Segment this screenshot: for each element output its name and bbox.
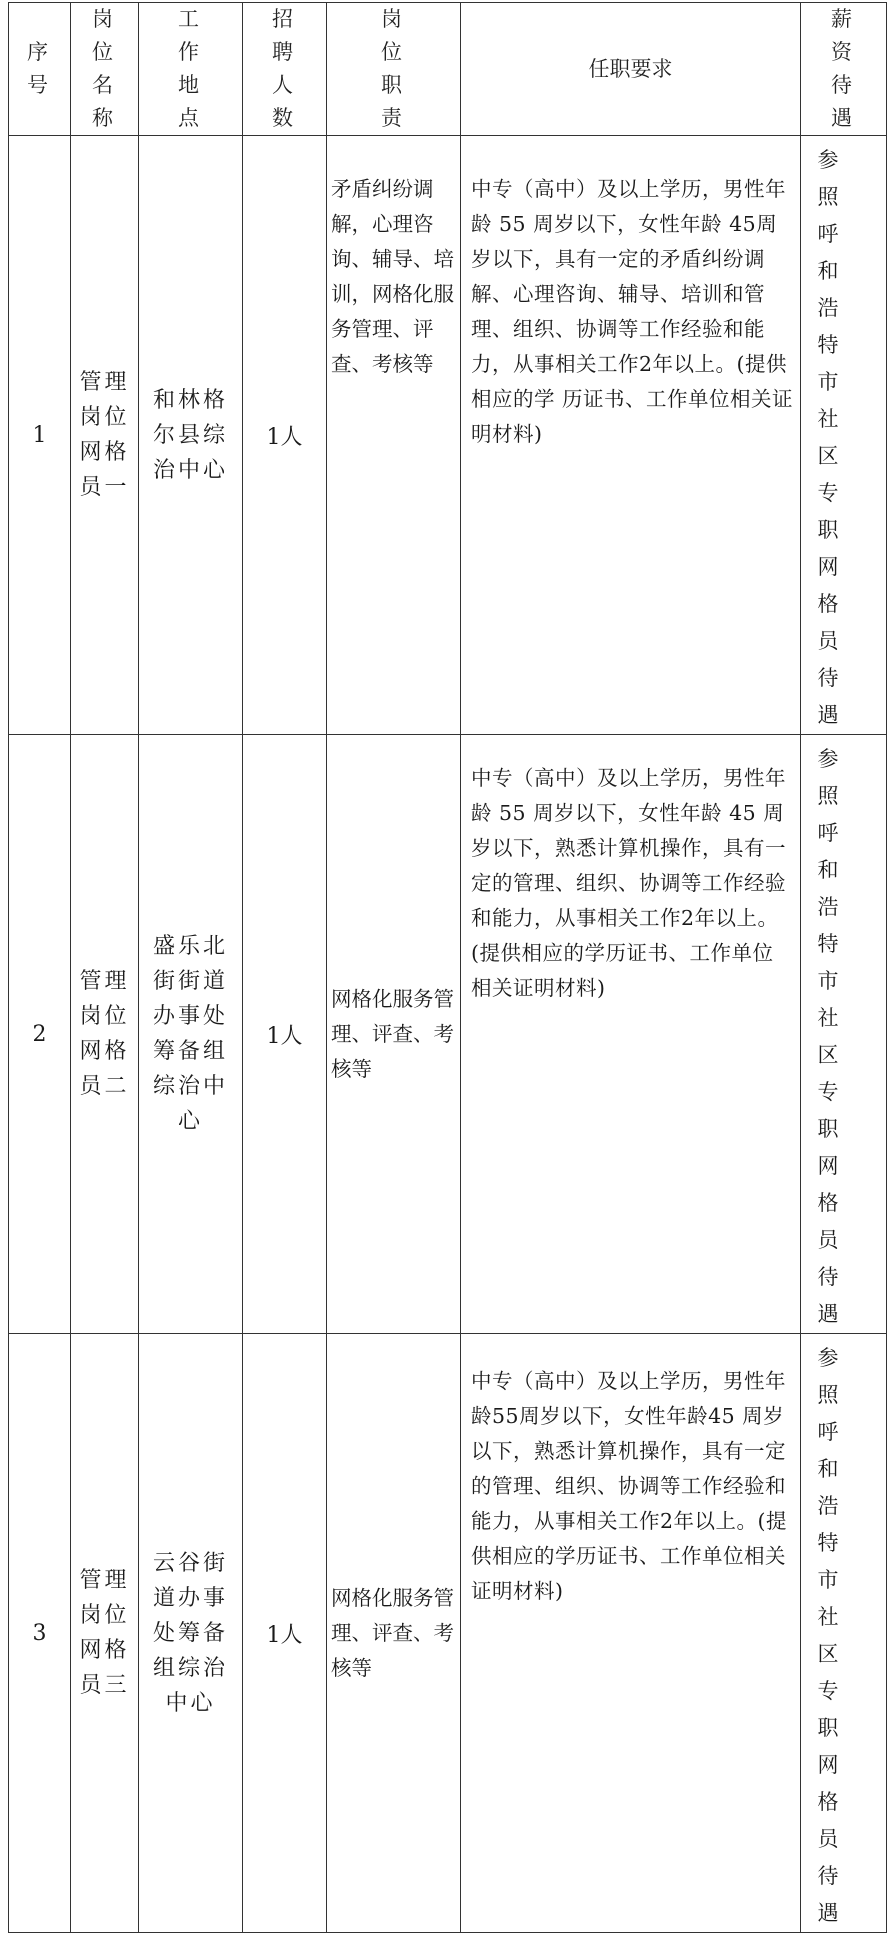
row-location: 和林格尔县综治中心 [139, 136, 243, 735]
header-row [9, 3, 887, 136]
row-pay: 参照呼和浩特市社区专职网格员待遇 [801, 735, 887, 1334]
row-location: 盛乐北街街道办事处筹备组综治中心 [139, 735, 243, 1334]
row-name: 管理岗位网格员一 [71, 136, 139, 735]
header-no: 序号 [9, 3, 71, 136]
recruitment-table [8, 2, 887, 1933]
header-name: 岗位名称 [71, 3, 139, 136]
row-name: 管理岗位网格员二 [71, 735, 139, 1334]
header-count: 招聘人数 [243, 3, 327, 136]
row-location: 云谷街道办事处筹备组综治中心 [139, 1334, 243, 1933]
row-no: 1 [9, 136, 71, 735]
header-pay: 薪资待遇 [801, 3, 887, 136]
table-row [9, 735, 887, 1334]
row-name: 管理岗位网格员三 [71, 1334, 139, 1933]
row-no: 2 [9, 735, 71, 1334]
recruitment-table-container [8, 2, 886, 1933]
row-count: 1人 [243, 1334, 327, 1933]
row-count: 1人 [243, 735, 327, 1334]
header-duty: 岗位职责 [327, 3, 461, 136]
row-duty: 网格化服务管理、评查、考核等 [327, 735, 461, 1334]
table-row [9, 1334, 887, 1933]
header-location: 工作地点 [139, 3, 243, 136]
row-requirement: 中专（高中）及以上学历，男性年龄 55 周岁以下，女性年龄 45周岁以下，具有一定的矛盾纠纷调解、心理咨询、辅导、培训和管理、组织、协调等工作经验和能力，从事相关工作2年以上。(提供相应的学 历证书、工作单位相关证明材料) [461, 136, 801, 735]
header-requirement: 任职要求 [461, 3, 801, 136]
row-duty: 矛盾纠纷调解，心理咨询、辅导、培训，网格化服务管理、评查、考核等 [327, 136, 461, 735]
row-pay: 参照呼和浩特市社区专职网格员待遇 [801, 136, 887, 735]
row-count: 1人 [243, 136, 327, 735]
row-no: 3 [9, 1334, 71, 1933]
row-requirement: 中专（高中）及以上学历，男性年龄55周岁以下，女性年龄45 周岁以下，熟悉计算机操作，具有一定的管理、组织、协调等工作经验和能力，从事相关工作2年以上。(提供相应的学历证书、工作单位相关证明材料) [461, 1334, 801, 1933]
row-pay: 参照呼和浩特市社区专职网格员待遇 [801, 1334, 887, 1933]
table-row [9, 136, 887, 735]
row-duty: 网格化服务管理、评查、考核等 [327, 1334, 461, 1933]
row-requirement: 中专（高中）及以上学历，男性年龄 55 周岁以下，女性年龄 45 周岁以下，熟悉计算机操作，具有一定的管理、组织、协调等工作经验和能力，从事相关工作2年以上。(提供相应的学历证书、工作单位相关证明材料) [461, 735, 801, 1334]
